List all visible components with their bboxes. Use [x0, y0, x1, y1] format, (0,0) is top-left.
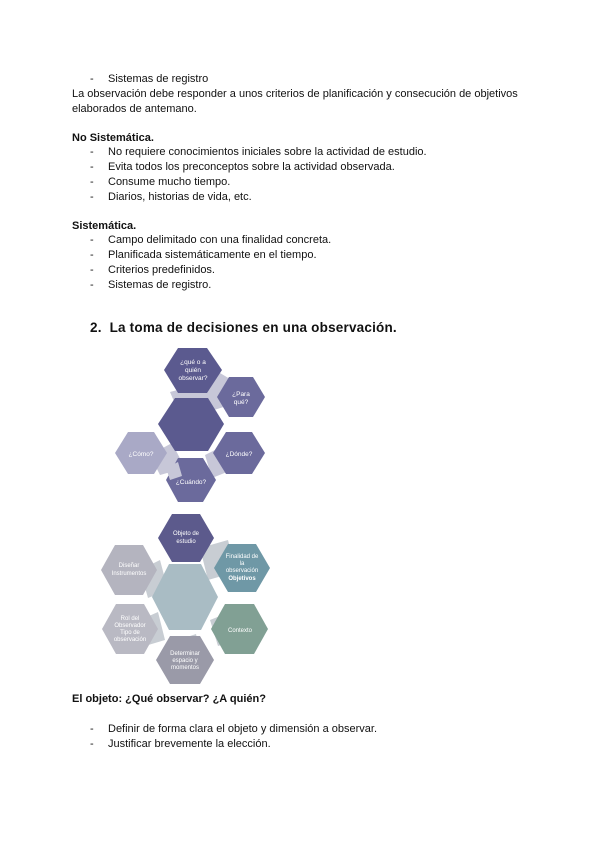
- label-rol-3: Tipo de: [120, 630, 140, 636]
- sistematica-item-4: Sistemas de registro.: [108, 279, 212, 291]
- bullet-dash: -: [90, 264, 94, 276]
- label-para-1: ¿Para: [232, 391, 250, 398]
- label-instrumentos-2: Instrumentos: [111, 571, 147, 577]
- label-donde: ¿Dónde?: [225, 451, 253, 458]
- sistematica-heading: Sistemática.: [72, 220, 137, 232]
- bullet-dash: -: [90, 146, 94, 158]
- label-rol-2: Observador: [114, 623, 146, 629]
- label-como: ¿Cómo?: [128, 451, 154, 458]
- hex-rol-observador: [102, 604, 158, 654]
- label-instrumentos-1: Diseñar: [118, 563, 140, 569]
- no-sistematica-item-3: Consume mucho tiempo.: [108, 176, 231, 188]
- sistematica-item-2: Planificada sistemáticamente en el tiempo.: [108, 249, 317, 261]
- no-sistematica-heading: No Sistemática.: [72, 132, 154, 144]
- no-sistematica-item-4: Diarios, historias de vida, etc.: [108, 191, 252, 203]
- objeto-heading: El objeto: ¿Qué observar? ¿A quién?: [72, 693, 266, 705]
- label-objeto-1: Objeto de: [172, 531, 200, 537]
- label-determinar-3: momentos: [170, 665, 200, 671]
- bullet-dash: -: [90, 73, 94, 85]
- label-rol-4: observación: [113, 637, 147, 643]
- bullet-dash: -: [90, 161, 94, 173]
- no-sistematica-item-2: Evita todos los preconceptos sobre la actividad observada.: [108, 161, 395, 173]
- label-que-3: observar?: [178, 375, 208, 382]
- bullet-dash: -: [90, 249, 94, 261]
- label-objetivos-1: Finalidad de: [225, 554, 259, 560]
- bullet-dash: -: [90, 723, 94, 735]
- label-determinar-1: Determinar: [170, 651, 200, 657]
- label-que-2: quién: [185, 367, 201, 374]
- bullet-dash: -: [90, 279, 94, 291]
- label-determinar-2: espacio y: [172, 658, 198, 664]
- bullet-dash: -: [90, 191, 94, 203]
- label-para-2: qué?: [233, 399, 249, 406]
- label-objeto-2: estudio: [176, 539, 196, 545]
- label-objetivos-2: la: [239, 561, 245, 567]
- sistematica-item-3: Criterios predefinidos.: [108, 264, 215, 276]
- no-sistematica-item-1: No requiere conocimientos iniciales sobre la actividad de estudio.: [108, 146, 427, 158]
- label-objetivos-3: observación: [225, 568, 259, 574]
- sistematica-item-1: Campo delimitado con una finalidad concreta.: [108, 234, 332, 246]
- label-rol-1: Rol del: [120, 616, 140, 622]
- intro-bullet-text: Sistemas de registro: [108, 73, 209, 85]
- section-number: 2.: [90, 320, 102, 335]
- section-title: La toma de decisiones en una observación.: [109, 320, 397, 335]
- label-cuando: ¿Cuándo?: [175, 479, 207, 486]
- bullet-dash: -: [90, 234, 94, 246]
- objeto-item-1: Definir de forma clara el objeto y dimensión a observar.: [108, 723, 378, 735]
- intro-paragraph: La observación debe responder a unos criterios de planificación y consecución de objetivos elaborados de antemano.: [72, 88, 518, 115]
- bullet-dash: -: [90, 738, 94, 750]
- label-objetivos-4: Objetivos: [228, 576, 256, 582]
- label-contexto: Contexto: [227, 628, 253, 634]
- label-que-1: ¿qué o a: [180, 359, 206, 366]
- objeto-item-2: Justificar brevemente la elección.: [108, 738, 271, 750]
- bullet-dash: -: [90, 176, 94, 188]
